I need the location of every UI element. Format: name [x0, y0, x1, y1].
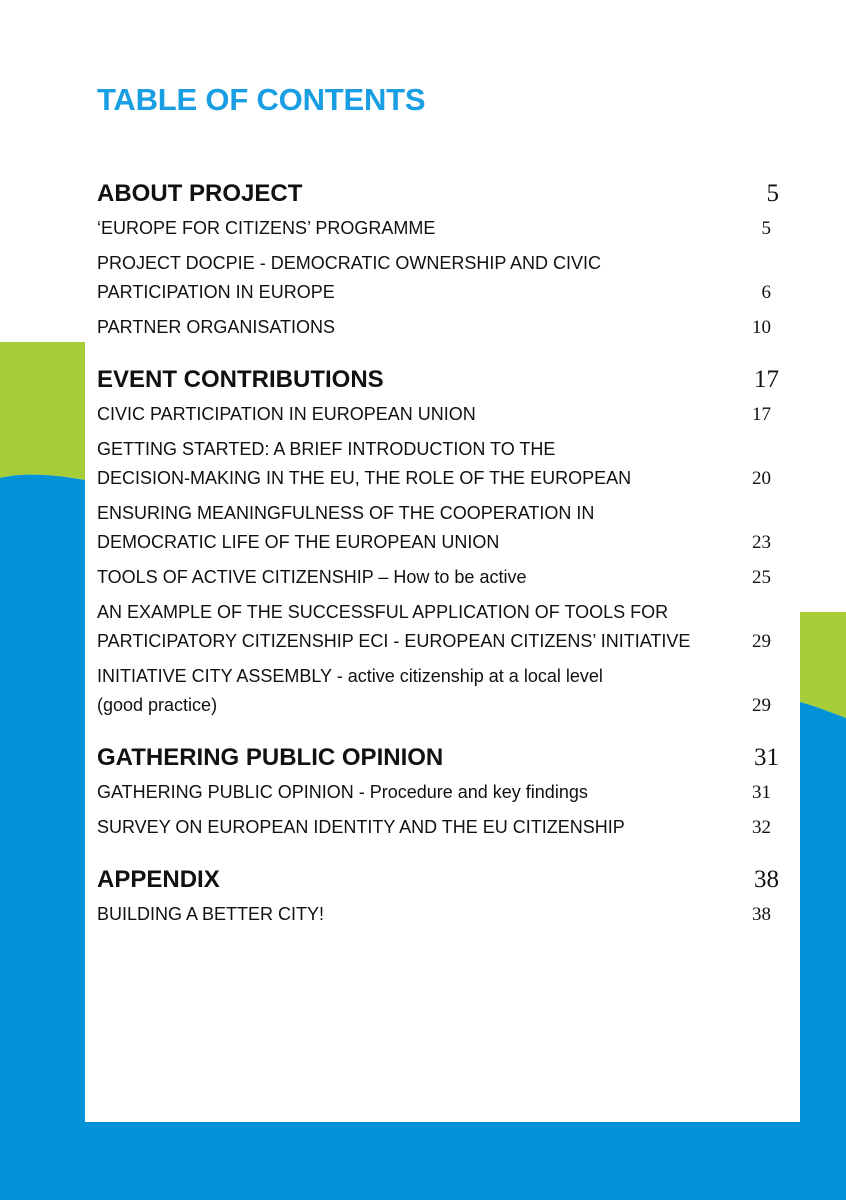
section-title: APPENDIX [97, 866, 220, 893]
toc-section [97, 356, 777, 720]
entry-page-number: 20 [752, 468, 771, 489]
toc-entry[interactable] [97, 807, 777, 842]
entry-title: SURVEY ON EUROPEAN IDENTITY AND THE EU CITIZENSHIP [97, 817, 625, 837]
toc-entry[interactable] [97, 208, 777, 243]
entry-title: GETTING STARTED: A BRIEF INTRODUCTION TO THE DECISION-MAKING IN THE EU, THE ROLE OF THE EUROPEAN [97, 439, 632, 488]
toc-section [97, 170, 777, 342]
toc-entry[interactable] [97, 243, 777, 307]
toc-section-heading[interactable] [97, 356, 777, 394]
entry-title: CIVIC PARTICIPATION IN EUROPEAN UNION [97, 404, 476, 424]
toc-entry[interactable] [97, 592, 777, 656]
toc-section-heading[interactable] [97, 734, 777, 772]
entry-page-number: 25 [752, 567, 771, 588]
entry-title: BUILDING A BETTER CITY! [97, 904, 325, 924]
entry-title: PROJECT DOCPIE - DEMOCRATIC OWNERSHIP AND CIVIC PARTICIPATION IN EUROPE [97, 253, 602, 302]
section-title: ABOUT PROJECT [97, 180, 303, 207]
entry-page-number: 5 [761, 218, 771, 239]
entry-title: AN EXAMPLE OF THE SUCCESSFUL APPLICATION OF TOOLS FOR PARTICIPATORY CITIZENSHIP ECI - EUROPEAN CITIZENS’ INITIATIVE [97, 602, 691, 651]
entry-title: INITIATIVE CITY ASSEMBLY - active citizenship at a local level (good practice) [97, 666, 603, 715]
section-page-number: 5 [766, 180, 779, 207]
section-page-number: 17 [754, 366, 779, 393]
section-title: EVENT CONTRIBUTIONS [97, 366, 384, 393]
blue-footer-band [0, 1122, 846, 1200]
entry-page-number: 38 [752, 904, 771, 925]
entry-title: TOOLS OF ACTIVE CITIZENSHIP – How to be active [97, 567, 527, 587]
entry-title: ‘EUROPE FOR CITIZENS’ PROGRAMME [97, 218, 436, 238]
toc-entry[interactable] [97, 557, 777, 592]
toc-section [97, 856, 777, 929]
entry-page-number: 31 [752, 782, 771, 803]
table-of-contents [97, 170, 777, 943]
toc-section [97, 734, 777, 842]
section-title: GATHERING PUBLIC OPINION [97, 744, 444, 771]
entry-title: ENSURING MEANINGFULNESS OF THE COOPERATION IN DEMOCRATIC LIFE OF THE EUROPEAN UNION [97, 503, 595, 552]
entry-page-number: 29 [752, 631, 771, 652]
entry-page-number: 10 [752, 317, 771, 338]
toc-entry[interactable] [97, 429, 777, 493]
entry-title: GATHERING PUBLIC OPINION - Procedure and key findings [97, 782, 588, 802]
toc-entry[interactable] [97, 772, 777, 807]
section-page-number: 38 [754, 866, 779, 893]
blue-wave-left [0, 475, 85, 1200]
page-title: TABLE OF CONTENTS [97, 82, 426, 117]
section-page-number: 31 [754, 744, 779, 771]
toc-entry[interactable] [97, 656, 777, 720]
green-wave-right [800, 612, 846, 718]
toc-section-heading[interactable] [97, 856, 777, 894]
toc-entry[interactable] [97, 307, 777, 342]
toc-entry[interactable] [97, 394, 777, 429]
entry-title: PARTNER ORGANISATIONS [97, 317, 336, 337]
entry-page-number: 23 [752, 532, 771, 553]
toc-entry[interactable] [97, 894, 777, 929]
green-wave-left [0, 342, 85, 480]
toc-section-heading[interactable] [97, 170, 777, 208]
toc-entry[interactable] [97, 493, 777, 557]
entry-page-number: 6 [761, 282, 771, 303]
entry-page-number: 32 [752, 817, 771, 838]
entry-page-number: 29 [752, 695, 771, 716]
entry-page-number: 17 [752, 404, 771, 425]
